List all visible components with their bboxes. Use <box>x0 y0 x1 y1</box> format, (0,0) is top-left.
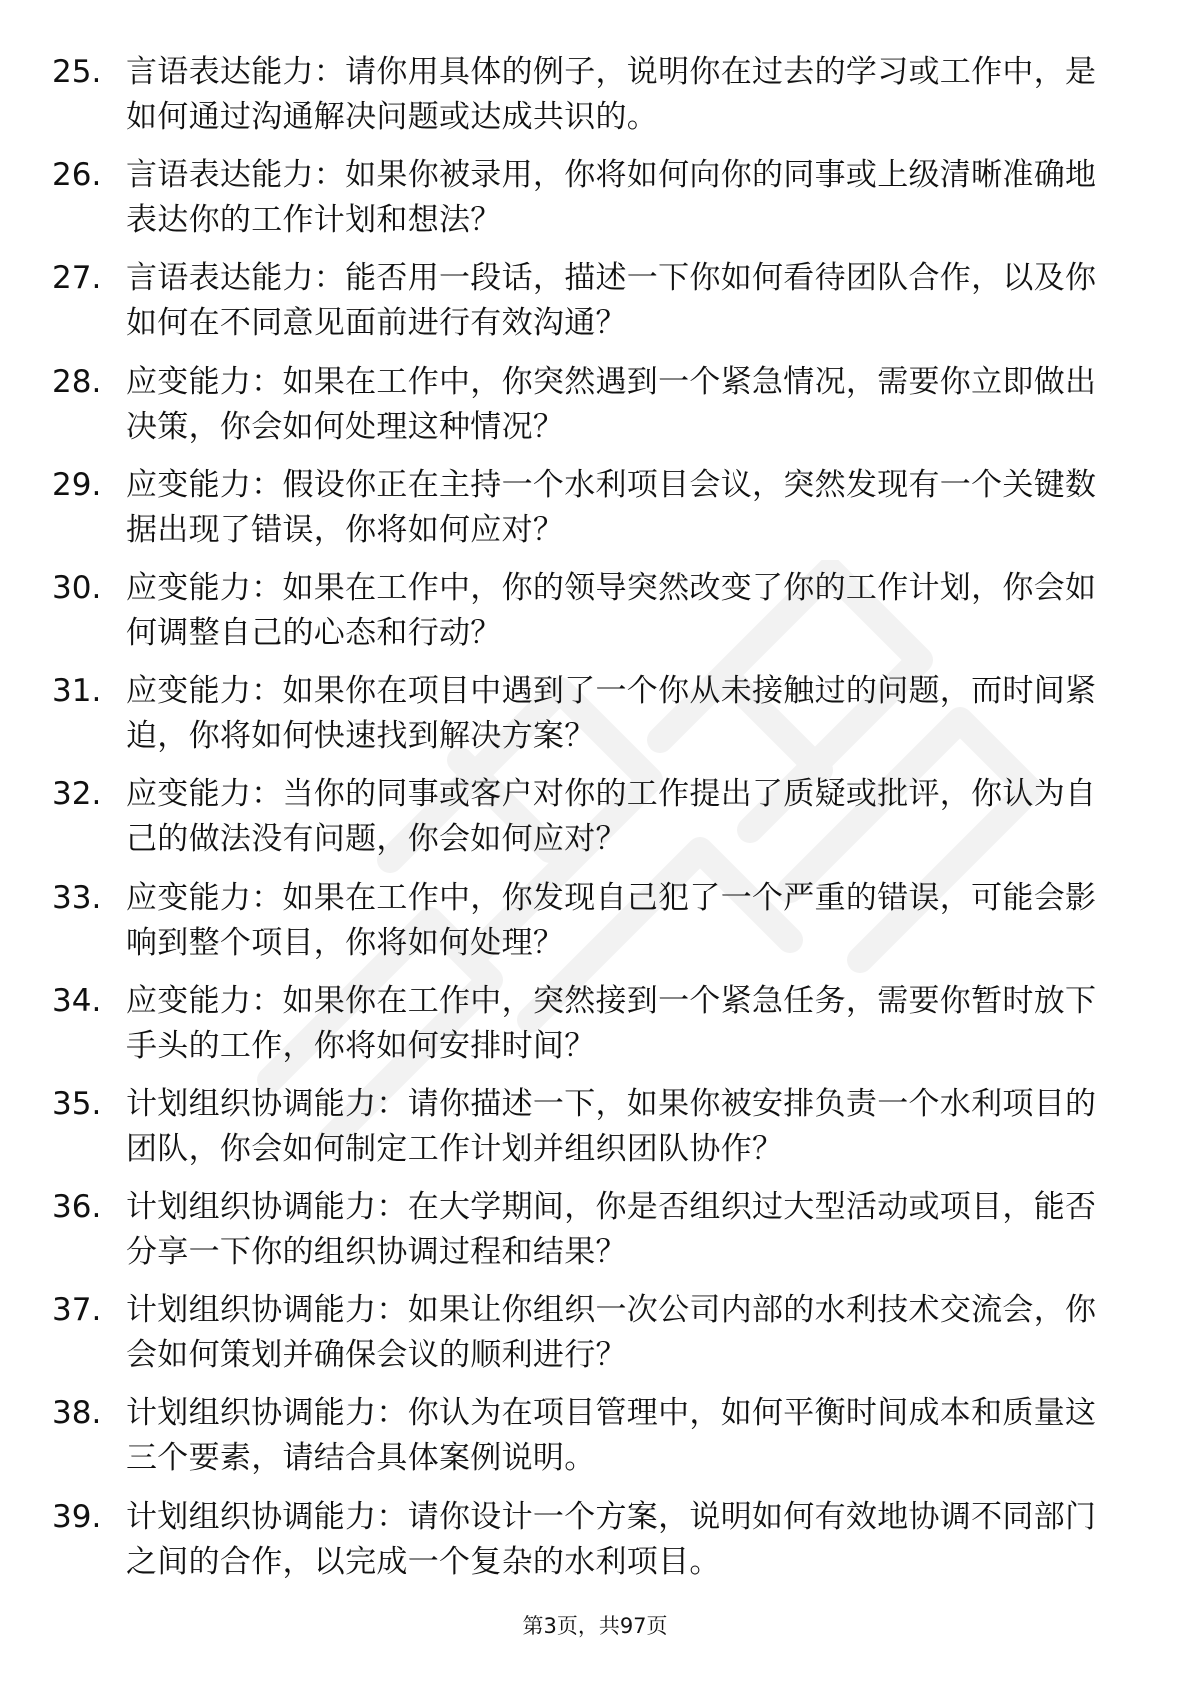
question-item <box>0 50 1190 153</box>
question-number: 30. <box>52 569 102 606</box>
question-text: 计划组织协调能力：请你描述一下，如果你被安排负责一个水利项目的团队，你会如何制定工作计划并组织团队协作？ <box>126 1085 1097 1167</box>
question-text: 言语表达能力：请你用具体的例子，说明你在过去的学习或工作中，是如何通过沟通解决问题或达成共识的。 <box>126 54 1097 135</box>
question-number: 27. <box>52 260 102 297</box>
question-text: 应变能力：如果在工作中，你突然遇到一个紧急情况，需要你立即做出决策，你会如何处理这种情况？ <box>126 363 1097 445</box>
question-number: 35. <box>52 1085 102 1122</box>
question-text: 言语表达能力：如果你被录用，你将如何向你的同事或上级清晰准确地表达你的工作计划和想法？ <box>126 157 1097 239</box>
question-number: 39. <box>52 1498 102 1535</box>
question-number: 32. <box>52 776 102 813</box>
question-item <box>0 1185 1190 1288</box>
question-text: 应变能力：如果在工作中，你发现自己犯了一个严重的错误，可能会影响到整个项目，你将如何处理？ <box>126 879 1097 961</box>
question-item <box>0 876 1190 979</box>
question-number: 34. <box>52 982 102 1019</box>
question-text: 计划组织协调能力：你认为在项目管理中，如何平衡时间成本和质量这三个要素，请结合具体案例说明。 <box>126 1395 1097 1477</box>
question-item <box>0 153 1190 256</box>
question-item <box>0 1495 1190 1598</box>
question-item <box>0 669 1190 772</box>
question-item <box>0 1288 1190 1391</box>
question-number: 31. <box>52 673 102 710</box>
question-text: 计划组织协调能力：如果让你组织一次公司内部的水利技术交流会，你会如何策划并确保会议的顺利进行？ <box>126 1292 1097 1374</box>
question-text: 计划组织协调能力：在大学期间，你是否组织过大型活动或项目，能否分享一下你的组织协调过程和结果？ <box>126 1189 1097 1271</box>
question-text: 应变能力：如果你在项目中遇到了一个你从未接触过的问题，而时间紧迫，你将如何快速找到解决方案？ <box>126 673 1097 755</box>
question-text: 应变能力：假设你正在主持一个水利项目会议，突然发现有一个关键数据出现了错误，你将如何应对？ <box>126 466 1097 548</box>
page-footer: 第3页，共97页 <box>522 1614 668 1638</box>
question-item <box>0 1391 1190 1494</box>
question-number: 38. <box>52 1395 102 1432</box>
question-list <box>0 50 1190 1598</box>
question-text: 应变能力：如果你在工作中，突然接到一个紧急任务，需要你暂时放下手头的工作，你将如何安排时间？ <box>126 982 1097 1064</box>
question-text: 应变能力：如果在工作中，你的领导突然改变了你的工作计划，你会如何调整自己的心态和行动？ <box>126 569 1097 651</box>
question-number: 26. <box>52 157 102 194</box>
question-number: 36. <box>52 1189 102 1226</box>
question-item <box>0 1082 1190 1185</box>
question-number: 37. <box>52 1292 102 1329</box>
question-text: 计划组织协调能力：请你设计一个方案，说明如何有效地协调不同部门之间的合作，以完成一个复杂的水利项目。 <box>126 1498 1097 1580</box>
question-number: 33. <box>52 879 102 916</box>
question-number: 25. <box>52 54 102 90</box>
question-number: 29. <box>52 466 102 503</box>
question-item <box>0 463 1190 566</box>
question-text: 应变能力：当你的同事或客户对你的工作提出了质疑或批评，你认为自己的做法没有问题，你会如何应对？ <box>126 776 1097 858</box>
question-item <box>0 256 1190 359</box>
question-item <box>0 772 1190 875</box>
question-number: 28. <box>52 363 102 400</box>
question-item <box>0 566 1190 669</box>
question-item <box>0 979 1190 1082</box>
question-text: 言语表达能力：能否用一段话，描述一下你如何看待团队合作，以及你如何在不同意见面前进行有效沟通？ <box>126 260 1097 342</box>
question-item <box>0 360 1190 463</box>
